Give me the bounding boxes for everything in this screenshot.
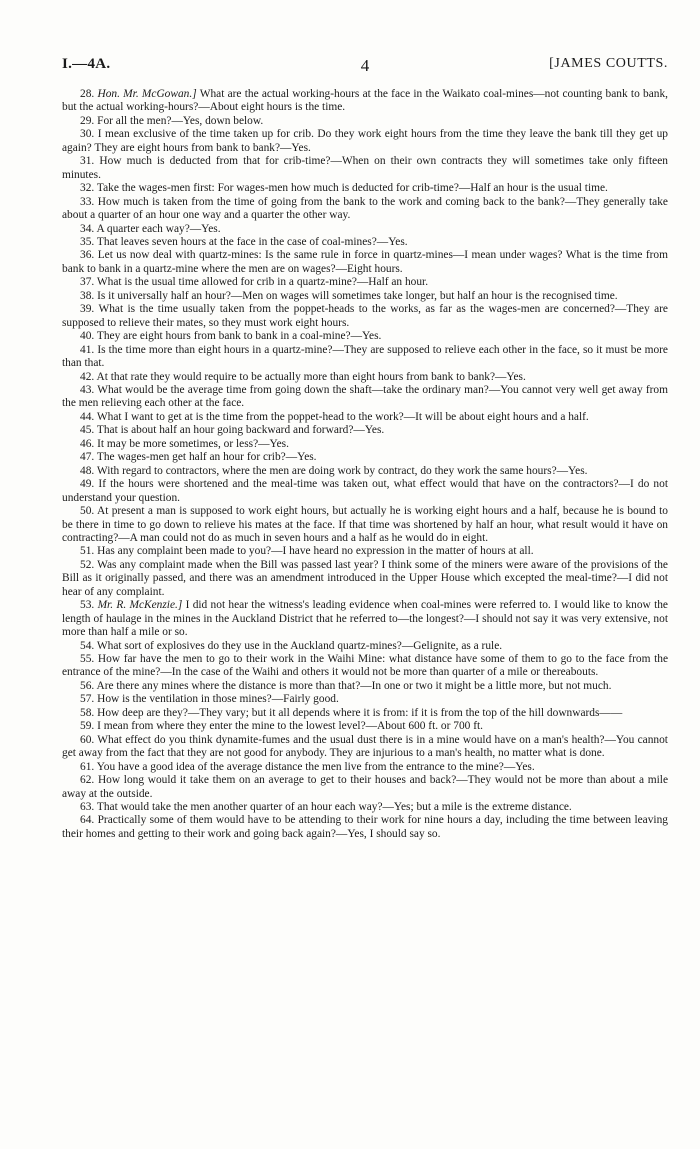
question-number: 48. bbox=[80, 464, 95, 477]
question-answer-text: That is about half an hour going backward and forward?—Yes. bbox=[96, 424, 385, 437]
question-answer-text: You have a good idea of the average distance the men live from the entrance to the mine?—Yes. bbox=[96, 760, 535, 773]
question-answer-text: How deep are they?—They vary; but it all depends where it is from: if it is from the top of the hill downwards—— bbox=[97, 706, 623, 719]
question-paragraph bbox=[62, 155, 668, 182]
question-paragraph bbox=[62, 761, 668, 774]
question-answer-text: That would take the men another quarter of an hour each way?—Yes; but a mile is the extreme distance. bbox=[96, 801, 572, 814]
question-paragraph bbox=[62, 599, 668, 639]
question-answer-text: Let us now deal with quartz-mines: Is the same rule in force in quartz-mines—I mean under wages? What is the time from bank to bank in a quartz-mine where the men are on wages?—Eight hours. bbox=[62, 249, 668, 275]
question-paragraph bbox=[62, 344, 668, 371]
question-number: 58. bbox=[80, 706, 95, 719]
question-paragraph bbox=[62, 801, 668, 814]
question-paragraph bbox=[62, 505, 668, 545]
question-number: 38. bbox=[80, 289, 95, 302]
question-paragraph bbox=[62, 128, 668, 155]
question-answer-text: With regard to contractors, where the men are doing work by contract, do they work the same hours?—Yes. bbox=[96, 464, 588, 477]
question-answer-text: What is the usual time allowed for crib in a quartz-mine?—Half an hour. bbox=[96, 276, 429, 289]
speaker-name: Mr. R. McKenzie.] bbox=[97, 599, 183, 612]
question-paragraph bbox=[62, 196, 668, 223]
question-answer-text: What would be the average time from going down the shaft—take the ordinary man?—You cannot very well get away from the men relieving each other at the face. bbox=[62, 383, 668, 410]
question-answer-text: I mean exclusive of the time taken up for crib. Do they work eight hours from the time they leave the bank till they get up again? They are eight hours from bank to bank?—Yes. bbox=[62, 128, 668, 154]
question-number: 45. bbox=[80, 424, 95, 437]
question-number: 61. bbox=[80, 760, 95, 773]
question-paragraph bbox=[62, 707, 668, 720]
question-number: 52. bbox=[80, 558, 95, 571]
question-answer-text: Is it universally half an hour?—Men on wages will sometimes take longer, but half an hour is the recognised time. bbox=[97, 289, 618, 302]
question-paragraph bbox=[62, 734, 668, 761]
question-number: 33. bbox=[80, 195, 95, 208]
question-paragraph bbox=[62, 88, 668, 115]
question-answer-text: What is the time usually taken from the poppet-heads to the works, as far as the wages-men are concerned?—They are supposed to relieve their mates, so they must work eight hours. bbox=[62, 303, 668, 329]
page-header bbox=[62, 56, 668, 82]
question-answer-text: Practically some of them would have to be attending to their work for nine hours a day, including the time between leaving their homes and getting to their work and going back again?—Yes, I should say so. bbox=[62, 814, 668, 840]
question-number: 43. bbox=[80, 383, 95, 396]
question-answer-text: Take the wages-men first: For wages-men how much is deducted for crib-time?—Half an hour is the usual time. bbox=[96, 182, 608, 195]
question-answer-text: The wages-men get half an hour for crib?—Yes. bbox=[96, 451, 317, 464]
page-number: 4 bbox=[360, 56, 370, 75]
question-answer-text: What are the actual working-hours at the face in the Waikato coal-mines—not counting bank to bank, but the actual working-hours?—About eight hours is the time. bbox=[62, 88, 668, 114]
question-number: 37. bbox=[80, 276, 95, 289]
question-number: 63. bbox=[80, 801, 95, 814]
paper-reference: I.—4A. bbox=[62, 56, 111, 72]
question-answer-text: What I want to get at is the time from the poppet-head to the work?—It will be about eight hours and a half. bbox=[96, 410, 589, 423]
question-number: 54. bbox=[80, 639, 95, 652]
question-number: 28. bbox=[80, 88, 95, 100]
question-paragraph bbox=[62, 249, 668, 276]
question-paragraph bbox=[62, 478, 668, 505]
question-answer-text: How far have the men to go to their work in the Waihi Mine: what distance have some of them to go to the face from the entrance of the mine?—In the case of the Waihi and others it would not be more than quarter of a mile or thereabouts. bbox=[62, 653, 668, 679]
question-paragraph bbox=[62, 545, 668, 558]
question-number: 56. bbox=[80, 679, 95, 692]
question-paragraph bbox=[62, 653, 668, 680]
question-paragraph bbox=[62, 290, 668, 303]
question-answer-text: For all the men?—Yes, down below. bbox=[97, 114, 264, 127]
question-number: 51. bbox=[80, 545, 95, 558]
question-paragraph bbox=[62, 451, 668, 464]
question-answer-text: Are there any mines where the distance is more than that?—In one or two it might be a little more, but not much. bbox=[96, 679, 612, 692]
witness-name: [JAMES COUTTS. bbox=[549, 56, 668, 71]
question-number: 41. bbox=[80, 343, 95, 356]
question-number: 60. bbox=[80, 733, 95, 746]
question-number: 57. bbox=[80, 693, 95, 706]
question-paragraph bbox=[62, 276, 668, 289]
question-number: 31. bbox=[80, 155, 95, 168]
question-number: 50. bbox=[80, 505, 95, 518]
question-paragraph bbox=[62, 814, 668, 841]
question-paragraph bbox=[62, 182, 668, 195]
speaker-name: Hon. Mr. McGowan.] bbox=[97, 88, 197, 100]
question-paragraph bbox=[62, 115, 668, 128]
question-answer-text: Has any complaint been made to you?—I have heard no expression in the matter of hours at all. bbox=[97, 545, 534, 558]
question-answer-text: How much is taken from the time of going from the bank to the work and coming back to the bank?—They generally take about a quarter of an hour one way and a quarter the other way. bbox=[62, 195, 668, 222]
question-number: 49. bbox=[80, 478, 95, 491]
question-paragraph bbox=[62, 640, 668, 653]
question-paragraph bbox=[62, 774, 668, 801]
question-number: 59. bbox=[80, 720, 95, 733]
question-answer-text: At that rate they would require to be actually more than eight hours from bank to bank?—Yes. bbox=[96, 370, 526, 383]
question-answer-text: Is the time more than eight hours in a quartz-mine?—They are supposed to relieve each other in the face, so it must be more than that. bbox=[62, 343, 668, 370]
question-answer-text: At present a man is supposed to work eight hours, but actually he is working eight hours and a half, because he is bound to be there in time to go down to relieve his mates at the face. If that time was shortened by half an hour, what result would it have on contracting?—A man could not do as much in seven hours and a half as he would do in eight. bbox=[62, 505, 669, 544]
question-number: 29. bbox=[80, 114, 95, 127]
question-answer-text: How long would it take them on an average to get to their houses and back?—They would not be more than about a mile away at the outside. bbox=[62, 774, 669, 800]
question-answer-text: Was any complaint made when the Bill was passed last year? I think some of the miners were aware of the provisions of the Bill as it originally passed, and there was an amendment introduced in the Upper House which excepted the meal-time?—I did not hear of any complaint. bbox=[62, 558, 668, 598]
question-paragraph bbox=[62, 223, 668, 236]
question-paragraph bbox=[62, 384, 668, 411]
testimony-body bbox=[62, 88, 668, 841]
question-number: 42. bbox=[80, 370, 95, 383]
question-answer-text: I mean from where they enter the mine to the lowest level?—About 600 ft. or 700 ft. bbox=[97, 720, 484, 733]
question-number: 64. bbox=[80, 814, 95, 827]
question-number: 53. bbox=[80, 599, 95, 612]
question-answer-text: How much is deducted from that for crib-time?—When on their own contracts they will sometimes take only fifteen minutes. bbox=[62, 155, 668, 181]
question-answer-text: I did not hear the witness's leading evidence when coal-mines were referred to. I would like to know the length of haulage in the mines in the Auckland District that he referred to—the longest?—I should not say it was very extensive, not more than half a mile or so. bbox=[62, 599, 668, 639]
question-paragraph bbox=[62, 559, 668, 599]
question-number: 30. bbox=[80, 128, 95, 141]
question-answer-text: They are eight hours from bank to bank in a coal-mine?—Yes. bbox=[96, 330, 382, 343]
question-answer-text: That leaves seven hours at the face in the case of coal-mines?—Yes. bbox=[96, 235, 408, 248]
question-number: 62. bbox=[80, 774, 95, 787]
question-number: 46. bbox=[80, 437, 95, 450]
question-paragraph bbox=[62, 236, 668, 249]
question-number: 35. bbox=[80, 235, 95, 248]
question-number: 32. bbox=[80, 182, 95, 195]
question-paragraph bbox=[62, 465, 668, 478]
question-answer-text: It may be more sometimes, or less?—Yes. bbox=[97, 437, 289, 450]
question-paragraph bbox=[62, 424, 668, 437]
question-answer-text: If the hours were shortened and the meal-time was taken out, what effect would that have on the contractors?—I do not understand your question. bbox=[62, 478, 668, 504]
question-paragraph bbox=[62, 411, 668, 424]
question-answer-text: A quarter each way?—Yes. bbox=[96, 222, 221, 235]
question-paragraph bbox=[62, 720, 668, 733]
question-paragraph bbox=[62, 438, 668, 451]
question-paragraph bbox=[62, 693, 668, 706]
question-paragraph bbox=[62, 371, 668, 384]
question-number: 34. bbox=[80, 222, 95, 235]
question-paragraph bbox=[62, 330, 668, 343]
question-number: 47. bbox=[80, 451, 95, 464]
question-number: 44. bbox=[80, 410, 95, 423]
question-number: 39. bbox=[80, 303, 95, 316]
question-paragraph bbox=[62, 303, 668, 330]
question-answer-text: How is the ventilation in those mines?—Fairly good. bbox=[97, 693, 339, 706]
question-number: 55. bbox=[80, 653, 95, 666]
question-paragraph bbox=[62, 680, 668, 693]
question-number: 36. bbox=[80, 249, 95, 262]
question-number: 40. bbox=[80, 330, 95, 343]
question-answer-text: What sort of explosives do they use in the Auckland quartz-mines?—Gelignite, as a rule. bbox=[96, 639, 503, 652]
question-answer-text: What effect do you think dynamite-fumes and the usual dust there is in a mine would have on a man's health?—You cannot get away from the fact that they are not good for anybody. They are injurious to a man's health, no matter what is done. bbox=[62, 733, 668, 760]
